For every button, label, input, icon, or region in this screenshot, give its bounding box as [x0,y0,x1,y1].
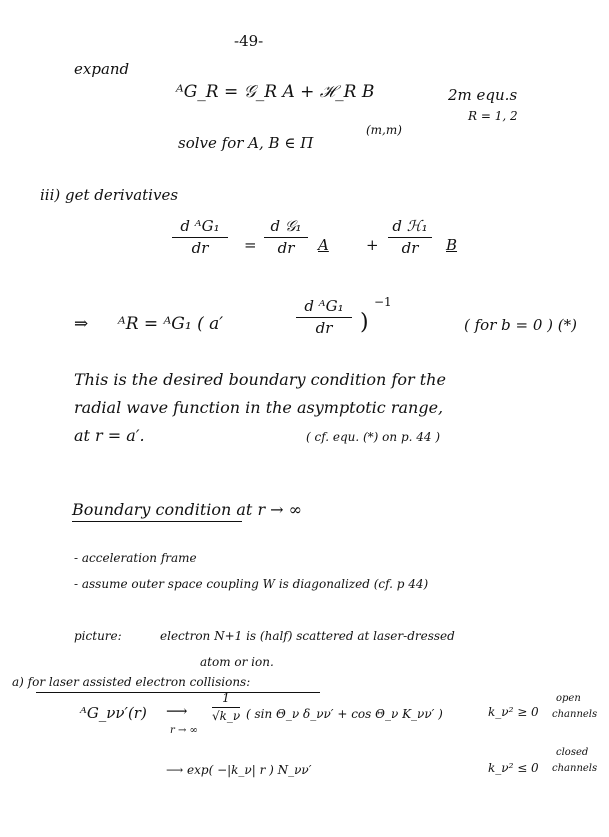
equation-range-note: R = 1, 2 [468,109,518,123]
asymptotic-open-condition: k_ν² ≥ 0 [488,705,539,719]
bullet-outer-space-coupling: - assume outer space coupling W is diagonalized (cf. p 44) [74,577,429,591]
derivative-plus: + [366,236,379,254]
derivative-a: A [318,236,329,254]
derivative-term2-fraction [388,218,432,256]
heading-underline [72,521,242,522]
derivative-term1-fraction [264,218,308,256]
fraction-bar [264,237,308,238]
text-line-3: at r = a′. [74,426,145,445]
derivative-term2-denominator: dr [401,238,419,257]
fraction-bar [388,237,432,238]
derivative-equals: = [244,236,257,254]
section-heading: Boundary condition at r → ∞ [72,500,302,519]
asymptotic-closed-expression: ⟶ exp( −|k_ν| r ) N_νν′ [166,763,312,777]
derivative-term1-numerator: d 𝒢₁ [270,217,302,235]
asymptotic-open-numerator: 1 [222,691,230,705]
result-denominator: dr [315,318,333,337]
open-channels-label-1: open [556,693,581,704]
text-line-2: radial wave function in the asymptotic range, [74,398,444,417]
fraction-bar [172,237,228,238]
bullet-acceleration-frame: - acceleration frame [74,551,197,565]
page-number: -49- [234,32,264,50]
asymptotic-open-fraction [212,692,240,723]
asymptotic-open-rhs: ( sin Θ_ν δ_νν′ + cos Θ_ν K_νν′ ) [246,707,443,721]
fraction-bar [296,317,352,318]
asymptotic-open-denominator: √k_ν [212,709,241,724]
solve-superscript: (m,m) [366,123,402,137]
solve-line: solve for A, B ∈ Π [178,134,314,152]
result-close-paren: ) [360,310,369,335]
derivative-term1-denominator: dr [277,238,295,257]
result-condition: ( for b = 0 ) (*) [464,316,577,334]
step-iii-heading: iii) get derivatives [40,186,179,204]
result-fraction [296,298,352,336]
case-a-heading: a) for laser assisted electron collisions: [12,675,251,689]
asymptotic-open-arrow-limit: r → ∞ [170,725,198,736]
open-channels-label-2: channels [552,709,598,720]
text-line-3-reference: ( cf. equ. (*) on p. 44 ) [306,430,441,444]
case-a-underline [36,692,320,693]
implies-arrow: ⇒ [74,314,89,334]
derivative-lhs-denominator: dr [191,238,209,257]
expand-label: expand [74,60,130,78]
picture-text-1: electron N+1 is (half) scattered at laser-dressed [160,629,455,643]
asymptotic-open-lhs: ᴬG_νν′(r) [80,704,147,722]
equation-count-note: 2m equ.s [448,86,518,104]
result-lhs: ᴬR = ᴬG₁ ( a′ [118,314,224,334]
result-numerator: d ᴬG₁ [304,297,344,315]
picture-label: picture: [74,629,122,643]
asymptotic-open-arrow: ⟶ [166,702,188,720]
derivative-term2-numerator: d ℋ₁ [392,217,428,235]
asymptotic-closed-condition: k_ν² ≤ 0 [488,761,539,775]
text-line-1: This is the desired boundary condition for the [74,370,446,389]
derivative-b: B [446,236,458,254]
derivative-lhs-fraction [172,218,228,256]
picture-text-2: atom or ion. [200,655,274,669]
result-exponent: −1 [374,295,392,309]
closed-channels-label-2: channels [552,763,598,774]
equation-expand: ᴬG_R = 𝒢_R A + ℋ_R B [176,82,375,102]
derivative-lhs-numerator: d ᴬG₁ [180,217,220,235]
closed-channels-label-1: closed [556,747,589,758]
fraction-bar [212,707,240,708]
